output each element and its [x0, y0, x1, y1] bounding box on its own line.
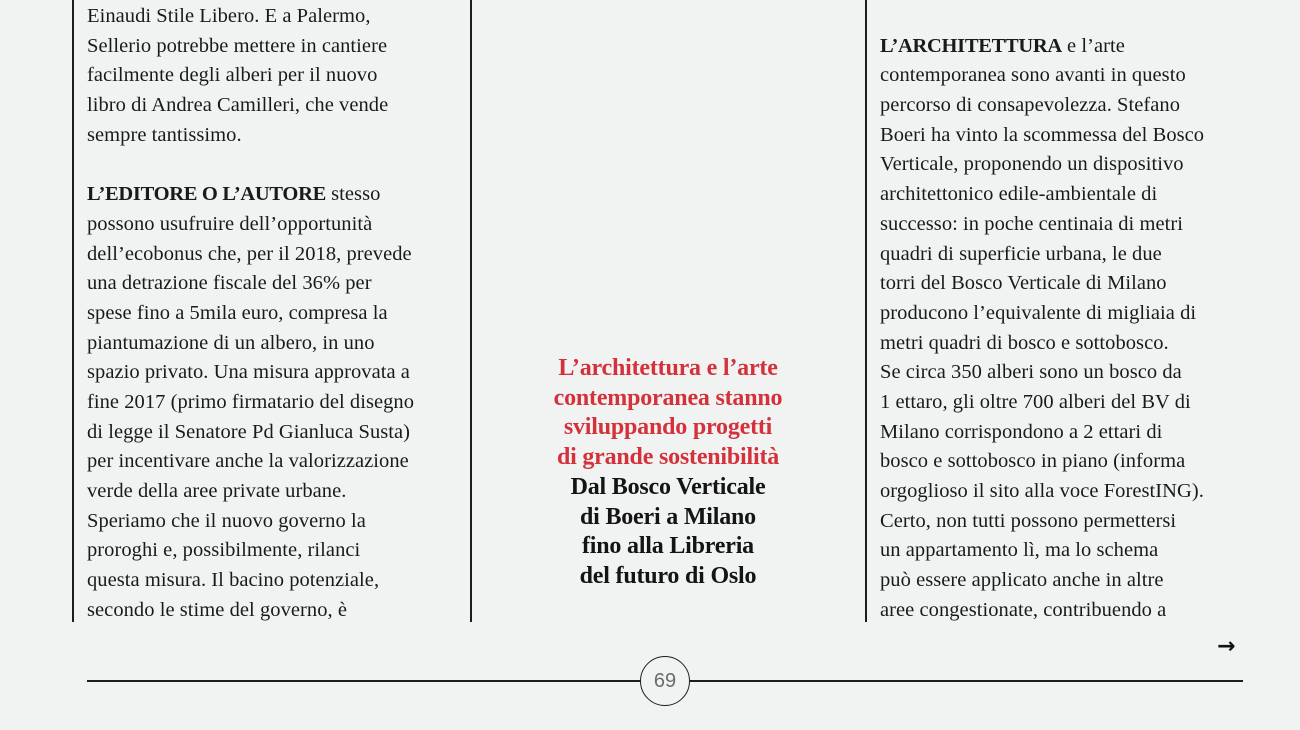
text-line: spese fino a 5mila euro, compresa la — [87, 301, 388, 324]
text-line: producono l’equivalente di migliaia di — [880, 301, 1197, 324]
next-page-arrow-icon[interactable]: → — [1217, 634, 1236, 659]
text-line: Milano corrispondono a 2 ettari di — [880, 420, 1163, 443]
text-line: Speriamo che il nuovo governo la — [87, 509, 366, 532]
pull-quote-black-line: di Boeri a Milano — [580, 503, 756, 530]
text-line: metri quadri di bosco e sottobosco. — [880, 331, 1169, 354]
text-line: architettonico edile-ambientale di — [880, 183, 1158, 206]
text-line: per incentivare anche la valorizzazione — [87, 450, 409, 473]
text-line: sempre tantissimo. — [87, 123, 242, 146]
text-line: spazio privato. Una misura approvata a — [87, 361, 410, 384]
text-line: orgoglioso il sito alla voce ForestING). — [880, 480, 1204, 502]
text-line: percorso di consapevolezza. Stefano — [880, 94, 1181, 117]
pull-quote-red-line: sviluppando progetti — [563, 414, 773, 441]
paragraph-lead-line — [880, 32, 1252, 62]
text-line: una detrazione fiscale del 36% per — [87, 272, 372, 295]
text-line: Certo, non tutti possono permettersi — [880, 509, 1177, 532]
text-fragment: e l’arte — [1061, 34, 1125, 57]
pull-quote — [470, 354, 866, 592]
text-line: di legge il Senatore Pd Gianluca Susta) — [87, 420, 411, 443]
pull-quote-black-line: fino alla Libreria — [582, 533, 754, 560]
text-line: secondo le stime del governo, è — [87, 598, 348, 621]
text-line: libro di Andrea Camilleri, che vende — [87, 94, 389, 117]
pull-quote-black-line: Dal Bosco Verticale — [570, 473, 766, 500]
text-line: Sellerio potrebbe mettere in cantiere — [87, 34, 388, 57]
text-line: dell’ecobonus che, per il 2018, prevede — [87, 242, 412, 265]
text-line: quadri di superficie urbana, le due — [880, 242, 1162, 265]
pull-quote-red-line: di grande sostenibilità — [556, 444, 780, 471]
paragraph-lead: L’ARCHITETTURA — [880, 34, 1062, 57]
text-line: bosco e sottobosco in piano (informa — [880, 450, 1186, 473]
text-line: questa misura. Il bacino potenziale, — [87, 569, 380, 592]
text-line: un appartamento lì, ma lo schema — [880, 539, 1159, 562]
text-line: Verticale, proponendo un dispositivo — [880, 153, 1184, 176]
text-line: verde della aree private urbane. — [87, 480, 347, 502]
right-text-column — [880, 2, 1252, 625]
text-line: piantumazione di un albero, in uno — [87, 331, 375, 354]
text-line: fine 2017 (primo firmatario del disegno — [87, 390, 415, 413]
paragraph-lead: L’EDITORE O L’AUTORE — [87, 183, 326, 206]
text-line: aree congestionate, contribuendo a — [880, 598, 1167, 621]
text-line: torri del Bosco Verticale di Milano — [880, 272, 1167, 295]
text-line: contemporanea sono avanti in questo — [880, 64, 1186, 87]
pull-quote-red-line: L’architettura e l’arte — [558, 355, 778, 381]
text-line: possono usufruire dell’opportunità — [87, 212, 373, 235]
column-divider-left — [72, 0, 74, 622]
paragraph-lead-line — [87, 180, 467, 210]
paragraph-break — [87, 150, 467, 180]
text-line: successo: in poche centinaia di metri — [880, 212, 1183, 235]
text-fragment: stesso — [325, 183, 381, 206]
text-line: può essere applicato anche in altre — [880, 569, 1164, 592]
text-line: Se circa 350 alberi sono un bosco da — [880, 361, 1182, 384]
page-number-badge: 69 — [640, 656, 690, 706]
text-line: Einaudi Stile Libero. E a Palermo, — [87, 5, 371, 27]
text-line: Boeri ha vinto la scommessa del Bosco — [880, 123, 1205, 146]
pull-quote-black-line: del futuro di Oslo — [579, 562, 757, 589]
text-line: facilmente degli alberi per il nuovo — [87, 64, 378, 87]
text-line: 1 ettaro, gli oltre 700 alberi del BV di — [880, 390, 1191, 413]
left-text-column — [87, 2, 467, 625]
pull-quote-red-line: contemporanea stanno — [553, 384, 783, 411]
text-line: proroghi e, possibilmente, rilanci — [87, 539, 361, 562]
